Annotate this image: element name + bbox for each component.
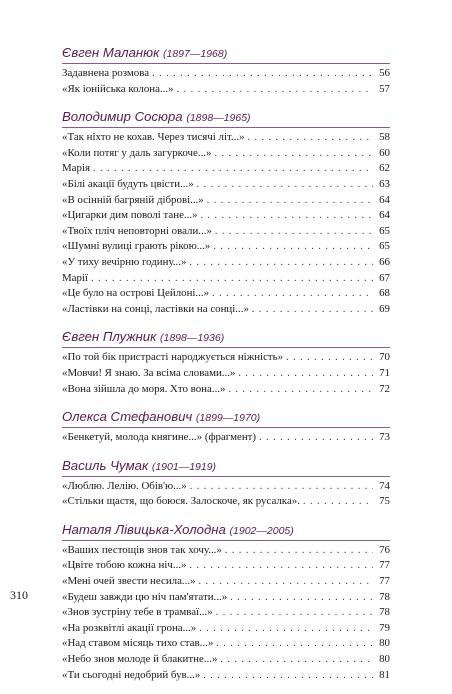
toc-entry[interactable] <box>62 543 390 559</box>
dot-leader <box>228 383 373 398</box>
entry-page: 58 <box>379 131 390 144</box>
entry-page: 75 <box>379 495 390 508</box>
toc-entry[interactable] <box>62 621 390 637</box>
dot-leader <box>177 83 373 98</box>
section-rule <box>62 476 390 477</box>
dot-leader <box>93 162 373 177</box>
author-name: Євген Плужник <box>62 329 157 345</box>
entry-title: «Ластівки на сонці, ластівки на сонці...» <box>62 302 249 315</box>
toc-entry[interactable] <box>62 302 390 318</box>
entry-title: «Люблю. Лелію. Обів'ю...» <box>62 479 187 492</box>
page-number: 310 <box>10 588 28 602</box>
dot-leader <box>199 575 373 590</box>
toc-section <box>62 521 390 683</box>
toc-entry[interactable] <box>62 636 390 652</box>
author-heading <box>62 44 390 63</box>
entry-page: 77 <box>379 575 390 588</box>
entry-title: «Так ніхто не кохав. Через тисячі літ...» <box>62 131 245 144</box>
entry-page: 72 <box>379 382 390 395</box>
entry-title: «Вона зійшла до моря. Хто вона...» <box>62 382 226 395</box>
author-heading <box>62 521 390 540</box>
toc-entry[interactable] <box>62 430 390 446</box>
toc-entry[interactable] <box>62 208 390 224</box>
entry-page: 69 <box>379 302 390 315</box>
entry-title: Задавнена розмова <box>62 67 150 79</box>
entry-page: 73 <box>379 431 390 444</box>
dot-leader <box>303 495 373 510</box>
entry-title: «Стільки щастя, що боюся. Залоскоче, як русалка». <box>62 495 300 508</box>
author-name: Олекса Стефанович <box>62 409 193 425</box>
entry-title: «На розквітлі акації грона...» <box>62 621 197 634</box>
author-years: (1902—2005) <box>229 524 294 537</box>
entry-page: 60 <box>379 146 390 159</box>
entry-title: «Небо знов молоде й блакитне...» <box>62 653 218 666</box>
entry-page: 63 <box>379 177 390 190</box>
section-rule <box>62 427 390 428</box>
author-years: (1899—1970) <box>195 412 261 425</box>
entry-page: 74 <box>379 479 390 492</box>
dot-leader <box>201 209 373 224</box>
entry-page: 64 <box>379 193 390 206</box>
author-years: (1898—1965) <box>186 112 251 125</box>
toc-entry[interactable] <box>62 82 390 98</box>
entry-page: 80 <box>379 653 390 666</box>
toc-entry[interactable] <box>62 382 390 398</box>
entry-title: Марії <box>62 271 89 284</box>
entry-page: 77 <box>379 559 390 572</box>
author-years: (1901—1919) <box>151 460 217 473</box>
toc-entry[interactable] <box>62 239 390 255</box>
dot-leader <box>197 178 373 193</box>
section-rule <box>62 63 390 64</box>
dot-leader <box>252 303 373 318</box>
dot-leader <box>152 67 373 82</box>
author-heading <box>62 408 390 427</box>
toc-entry[interactable] <box>62 286 390 302</box>
author-heading <box>62 328 390 347</box>
toc-entry[interactable] <box>62 558 390 574</box>
entry-title: «Це було на острові Цейлоні...» <box>62 287 210 300</box>
toc-entry[interactable] <box>62 574 390 590</box>
dot-leader <box>190 480 373 495</box>
entry-title: «Шумні вулиці грають рікою...» <box>62 240 211 253</box>
toc-entry[interactable] <box>62 224 390 240</box>
toc-section <box>62 408 390 446</box>
entry-title: «Ваших пестощів знов так хочу...» <box>62 543 222 556</box>
dot-leader <box>91 272 373 287</box>
entry-title: «Мені очей звести несила...» <box>62 575 196 588</box>
dot-leader <box>207 194 373 209</box>
entry-title: Марія <box>62 162 90 175</box>
author-name: Василь Чумак <box>62 457 149 473</box>
entry-title: «Будеш завжди цю ніч пам'ятати...» <box>62 590 228 603</box>
entry-page: 65 <box>379 224 390 237</box>
dot-leader <box>248 131 373 146</box>
section-rule <box>62 347 390 348</box>
entry-page: 70 <box>379 351 390 364</box>
toc-entry[interactable] <box>62 652 390 668</box>
entry-page: 80 <box>379 637 390 650</box>
toc-entry[interactable] <box>62 161 390 177</box>
toc-section <box>62 457 390 510</box>
entry-page: 57 <box>379 82 390 95</box>
entry-page: 78 <box>379 590 390 603</box>
toc-section <box>62 108 390 317</box>
entry-page: 66 <box>379 255 390 268</box>
entry-title: «Мовчи! Я знаю. За всіма словами...» <box>62 366 236 379</box>
entry-page: 62 <box>379 162 390 175</box>
toc-entry[interactable] <box>62 271 390 287</box>
toc-entry[interactable] <box>62 66 390 82</box>
dot-leader <box>286 351 373 366</box>
entry-title: «У тиху вечірню годину...» <box>62 255 187 268</box>
dot-leader <box>189 559 373 574</box>
entry-page: 81 <box>379 668 390 681</box>
entry-title: «По той бік пристрасті народжується ніжність» <box>62 351 284 364</box>
table-of-contents <box>62 44 390 694</box>
dot-leader <box>230 591 373 606</box>
dot-leader <box>212 287 373 302</box>
entry-title: «Цигарки дим поволі тане...» <box>62 209 198 222</box>
toc-entry[interactable] <box>62 350 390 366</box>
toc-entry[interactable] <box>62 494 390 510</box>
dot-leader <box>216 606 373 621</box>
entry-page: 56 <box>379 67 390 79</box>
dot-leader <box>216 637 373 652</box>
entry-title: «Ти сьогодні недобрий був...» <box>62 668 201 681</box>
toc-entry[interactable] <box>62 130 390 146</box>
entry-title: «Цвіте тобою кожна ніч...» <box>62 559 187 572</box>
dot-leader <box>220 653 373 668</box>
dot-leader <box>259 431 373 446</box>
entry-title: «Над ставом місяць тихо став...» <box>62 637 214 650</box>
entry-page: 79 <box>379 621 390 634</box>
entry-page: 64 <box>379 209 390 222</box>
entry-title: «Як іонійська колона...» <box>62 82 174 95</box>
toc-entry[interactable] <box>62 193 390 209</box>
toc-entry[interactable] <box>62 146 390 162</box>
author-years: (1898—1936) <box>159 332 225 345</box>
toc-entry[interactable] <box>62 668 390 684</box>
toc-entry[interactable] <box>62 255 390 271</box>
entry-title: «Коли потяг у даль загуркоче...» <box>62 146 212 159</box>
entry-title: «Бенкетуй, молода княгине...» (фрагмент) <box>62 431 257 444</box>
toc-entry[interactable] <box>62 479 390 495</box>
dot-leader <box>189 256 373 271</box>
entry-title: «Знов зустріну тебе в трамваї...» <box>62 606 213 619</box>
entry-page: 67 <box>379 271 390 284</box>
author-name: Наталя Лівицька-Холодна <box>62 521 226 537</box>
toc-section <box>62 44 390 97</box>
section-rule <box>62 127 390 128</box>
entry-page: 71 <box>379 366 390 379</box>
entry-title: «В осінній багряній діброві...» <box>62 193 204 206</box>
dot-leader <box>225 544 373 559</box>
toc-entry[interactable] <box>62 366 390 382</box>
author-name: Євген Маланюк <box>62 45 160 60</box>
entry-page: 76 <box>379 543 390 556</box>
entry-page: 65 <box>379 240 390 253</box>
author-name: Володимир Сосюра <box>62 109 183 125</box>
toc-entry[interactable] <box>62 605 390 621</box>
entry-page: 78 <box>379 606 390 619</box>
dot-leader <box>199 622 373 637</box>
entry-title: «Білі акації будуть цвісти...» <box>62 177 194 190</box>
section-rule <box>62 540 390 541</box>
toc-section <box>62 328 390 397</box>
entry-title: «Твоїх пліч неповторні овали...» <box>62 224 212 237</box>
dot-leader <box>238 367 373 382</box>
author-heading <box>62 457 390 476</box>
dot-leader <box>214 147 373 162</box>
entry-page: 68 <box>379 287 390 300</box>
toc-entry[interactable] <box>62 177 390 193</box>
dot-leader <box>213 240 373 255</box>
author-years: (1897—1968) <box>163 48 228 60</box>
dot-leader <box>215 225 373 240</box>
dot-leader <box>203 669 373 684</box>
author-heading <box>62 108 390 127</box>
toc-entry[interactable] <box>62 590 390 606</box>
